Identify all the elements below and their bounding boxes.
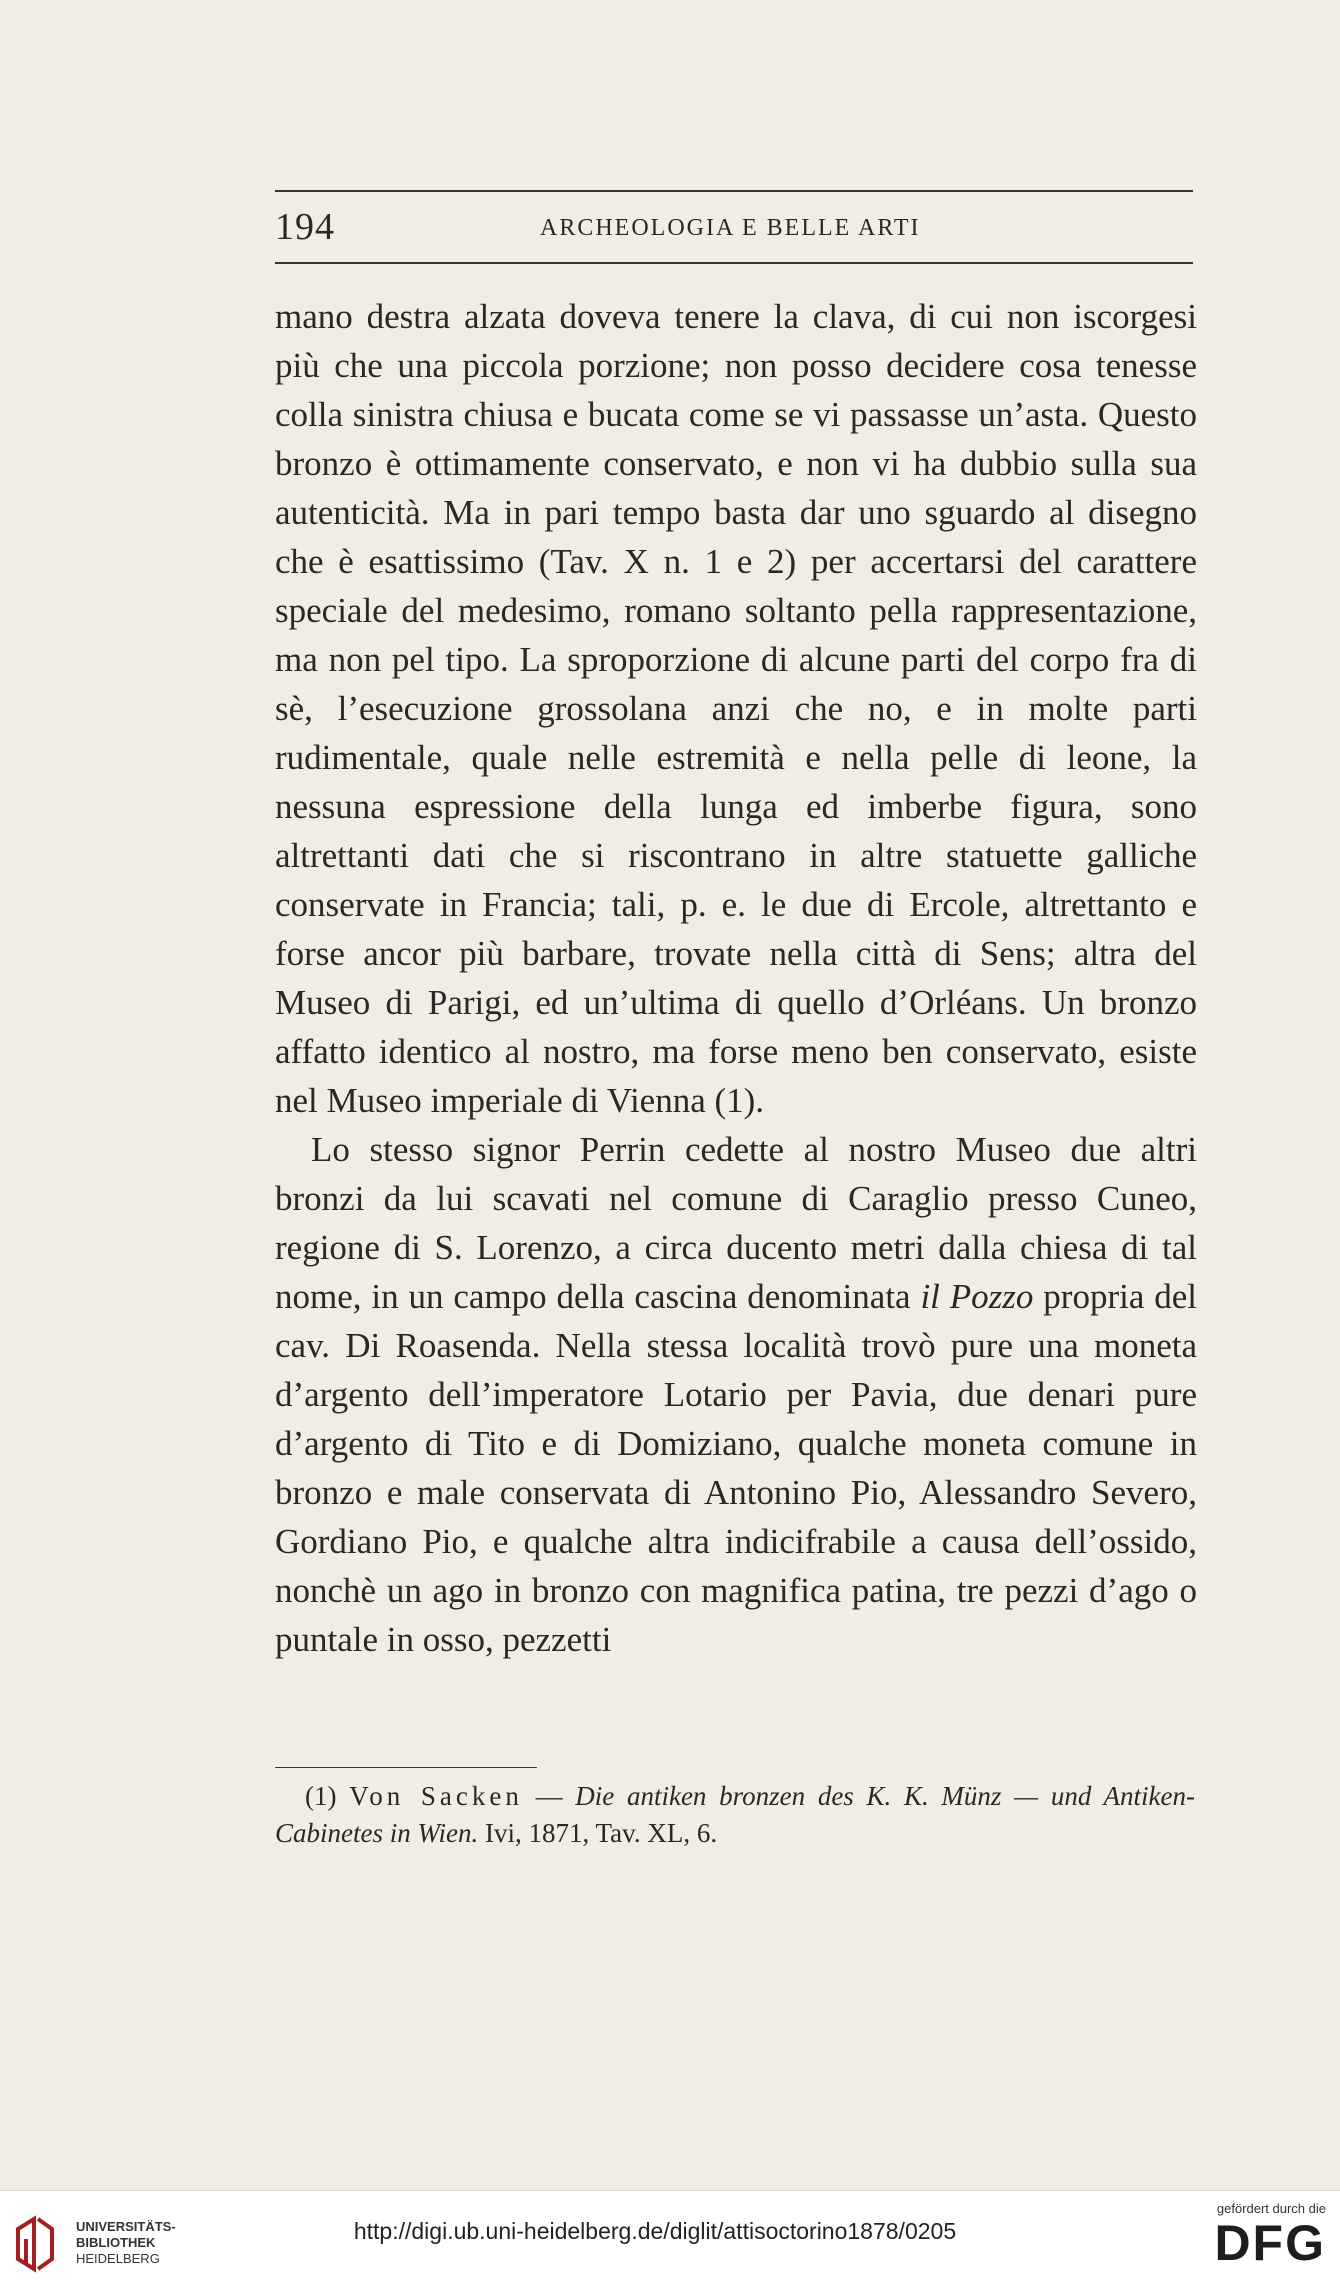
paragraph-1: mano destra alzata doveva tenere la clava, di cui non iscorgesi più che una piccola porzione; non posso decidere cosa tenesse colla sinistra chiusa e bucata come se vi passasse un’asta. Questo bronzo è ottimamente conservato, e non vi ha dubbio sulla sua autenticità. Ma in pari tempo basta dar uno sguardo al disegno che è esattissimo (Tav. X n. 1 e 2) per accertarsi del carattere speciale del medesimo, romano soltanto pella rappresentazione, ma non pel tipo. La sproporzione di alcune parti del corpo fra di sè, l’esecuzione grossolana anzi che no, e in molte parti rudimentale, quale nelle estremità e nella pelle di leone, la nessuna espressione della lunga ed imberbe figura, sono altrettanti dati che si riscontrano in altre statuette galliche conservate in Francia; tali, p. e. le due di Ercole, altrettanto e forse ancor più barbare, trovate nella città di Sens; altra del Museo di Parigi, ed un’ultima di quello d’Orléans. Un bronzo affatto identico al nostro, ma forse meno ben conservato, esiste nel Museo imperiale di Vienna (1).: [275, 297, 1197, 1120]
library-logo[interactable]: [14, 2209, 214, 2279]
footnote-dash: —: [522, 1781, 576, 1811]
footnote-rest: Ivi, 1871, Tav. XL, 6.: [478, 1818, 718, 1848]
header-rule-top: [275, 190, 1193, 192]
footnote-marker: (1): [305, 1781, 350, 1811]
library-name: [76, 2219, 176, 2267]
library-name-line-3: HEIDELBERG: [76, 2251, 160, 2266]
library-name-line-1: UNIVERSITÄTS-: [76, 2219, 176, 2234]
sponsor-text: gefördert durch die: [1216, 2201, 1326, 2216]
page-number: 194: [275, 206, 335, 248]
footnote-title: Die antiken bronzen des K. K. Münz — und Antiken-Cabinetes in Wien.: [275, 1781, 1195, 1848]
sponsor-block: [1176, 2201, 1326, 2270]
main-text: [275, 292, 1197, 1664]
library-logo-icon: [14, 2215, 56, 2273]
library-name-line-2: BIBLIOTHEK: [76, 2235, 156, 2250]
header-rule-bottom: [275, 262, 1193, 264]
viewer-footer: [0, 2190, 1340, 2291]
footnote: [275, 1778, 1195, 1852]
paragraph-2-text-start: Lo stesso signor Perrin cedette al nostro Museo due altri bronzi da lui scavati nel comune di Caraglio presso Cuneo, regione di S. Lorenzo, a circa ducento metri dalla chiesa di tal nome, in un campo della cascina denominata: [275, 1130, 1197, 1316]
running-title: ARCHEOLOGIA E BELLE ARTI: [540, 215, 921, 241]
footnote-rule: [275, 1767, 537, 1768]
footnote-author: Von Sacken: [349, 1781, 523, 1811]
paragraph-2-text-end: propria del cav. Di Roasenda. Nella stessa località trovò pure una moneta d’argento dell’imperatore Lotario per Pavia, due denari pure d’argento di Tito e di Domiziano, qualche moneta comune in bronzo e male conservata di Antonino Pio, Alessandro Severo, Gordiano Pio, e qualche altra indicifrabile a causa dell’ossido, nonchè un ago in bronzo con magnifica patina, tre pezzi d’ago o puntale in osso, pezzetti: [275, 1277, 1197, 1659]
paragraph-2-italic-name: il Pozzo: [920, 1277, 1034, 1316]
permalink-url[interactable]: http://digi.ub.uni-heidelberg.de/diglit/attisoctorino1878/0205: [353, 2218, 957, 2244]
dfg-logo[interactable]: DFG: [1214, 2215, 1326, 2271]
paragraph-2: [275, 1125, 1197, 1664]
running-head: [275, 205, 1193, 255]
